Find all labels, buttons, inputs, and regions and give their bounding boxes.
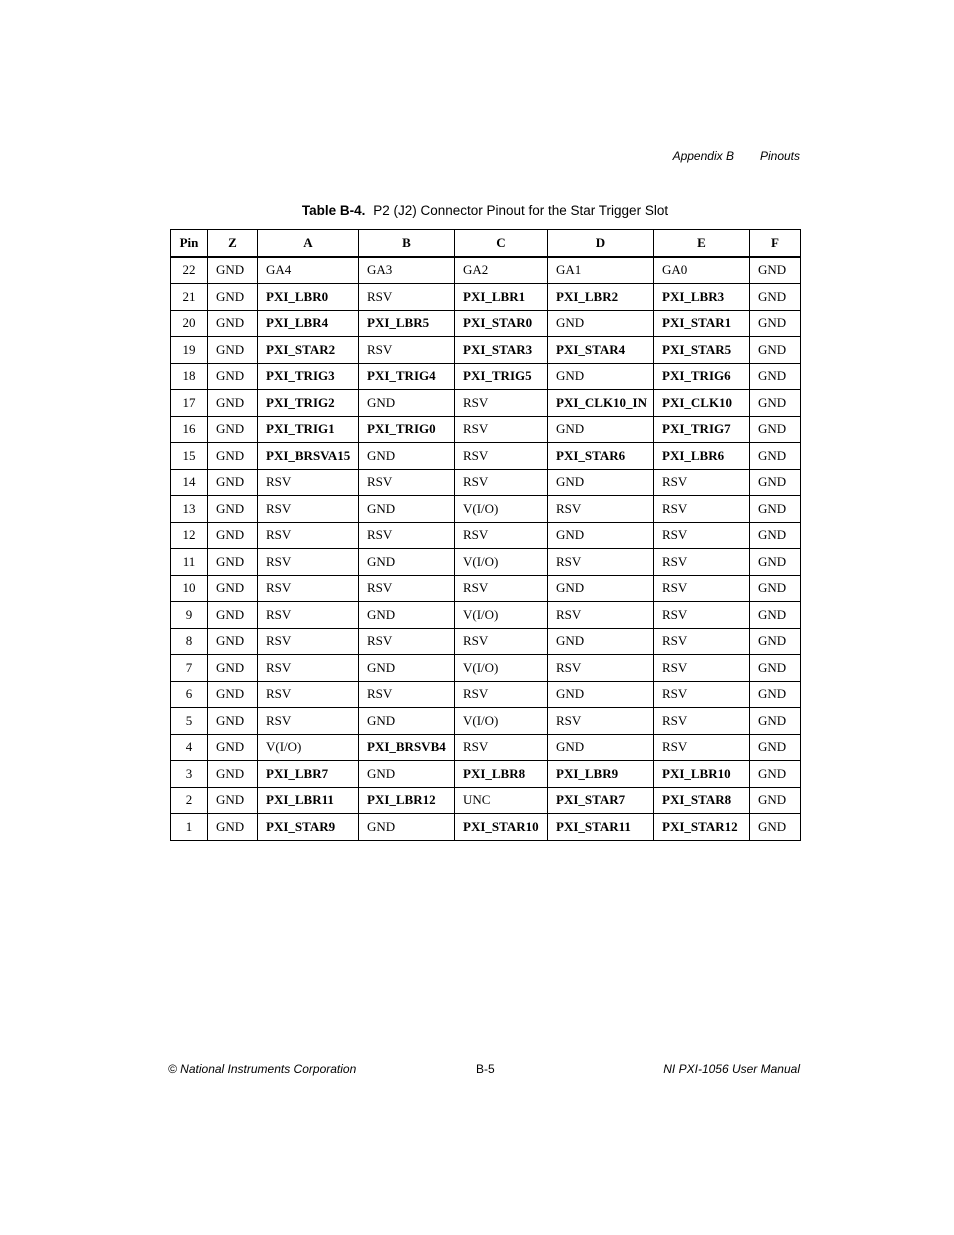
- column-header: F: [750, 230, 801, 257]
- signal-cell: GA2: [455, 257, 548, 284]
- signal-cell: RSV: [359, 284, 455, 311]
- signal-cell: GND: [750, 681, 801, 708]
- pin-number-cell: 7: [171, 655, 208, 682]
- signal-cell: PXI_LBR12: [359, 787, 455, 814]
- signal-cell: RSV: [258, 628, 359, 655]
- signal-cell: RSV: [359, 337, 455, 364]
- signal-cell: GA1: [548, 257, 654, 284]
- footer-page-number: B-5: [476, 1062, 495, 1076]
- pin-number-cell: 22: [171, 257, 208, 284]
- signal-cell: GND: [208, 390, 258, 417]
- table-row: [171, 628, 801, 655]
- pin-number-cell: 2: [171, 787, 208, 814]
- signal-cell: PXI_LBR11: [258, 787, 359, 814]
- signal-cell: V(I/O): [455, 602, 548, 629]
- column-header: E: [654, 230, 750, 257]
- signal-cell: UNC: [455, 787, 548, 814]
- signal-cell: PXI_STAR8: [654, 787, 750, 814]
- signal-cell: GND: [750, 734, 801, 761]
- signal-cell: PXI_TRIG4: [359, 363, 455, 390]
- pin-number-cell: 10: [171, 575, 208, 602]
- signal-cell: PXI_CLK10_IN: [548, 390, 654, 417]
- signal-cell: GND: [548, 628, 654, 655]
- signal-cell: RSV: [654, 522, 750, 549]
- signal-cell: RSV: [455, 522, 548, 549]
- signal-cell: GND: [359, 814, 455, 841]
- signal-cell: RSV: [548, 708, 654, 735]
- signal-cell: RSV: [258, 708, 359, 735]
- signal-cell: RSV: [455, 416, 548, 443]
- signal-cell: GND: [750, 257, 801, 284]
- signal-cell: RSV: [359, 575, 455, 602]
- table-row: [171, 708, 801, 735]
- signal-cell: GND: [359, 761, 455, 788]
- signal-cell: PXI_STAR6: [548, 443, 654, 470]
- signal-cell: PXI_TRIG7: [654, 416, 750, 443]
- signal-cell: GND: [208, 575, 258, 602]
- signal-cell: V(I/O): [455, 708, 548, 735]
- signal-cell: RSV: [258, 469, 359, 496]
- table-row: [171, 575, 801, 602]
- table-row: [171, 549, 801, 576]
- table-row: [171, 496, 801, 523]
- signal-cell: PXI_TRIG0: [359, 416, 455, 443]
- signal-cell: PXI_TRIG3: [258, 363, 359, 390]
- signal-cell: GND: [750, 469, 801, 496]
- signal-cell: GND: [750, 310, 801, 337]
- column-header: Pin: [171, 230, 208, 257]
- signal-cell: RSV: [258, 681, 359, 708]
- signal-cell: GND: [750, 761, 801, 788]
- signal-cell: GND: [548, 469, 654, 496]
- signal-cell: GND: [750, 363, 801, 390]
- pin-number-cell: 14: [171, 469, 208, 496]
- signal-cell: PXI_LBR7: [258, 761, 359, 788]
- signal-cell: RSV: [258, 602, 359, 629]
- signal-cell: GND: [359, 496, 455, 523]
- signal-cell: RSV: [455, 681, 548, 708]
- signal-cell: GND: [208, 416, 258, 443]
- signal-cell: PXI_STAR11: [548, 814, 654, 841]
- signal-cell: GND: [359, 708, 455, 735]
- table-row: [171, 284, 801, 311]
- signal-cell: PXI_STAR1: [654, 310, 750, 337]
- signal-cell: GND: [208, 469, 258, 496]
- signal-cell: RSV: [455, 628, 548, 655]
- signal-cell: PXI_LBR0: [258, 284, 359, 311]
- signal-cell: RSV: [359, 628, 455, 655]
- signal-cell: GND: [359, 390, 455, 417]
- pin-number-cell: 9: [171, 602, 208, 629]
- signal-cell: PXI_TRIG5: [455, 363, 548, 390]
- pinout-table: [170, 229, 801, 841]
- footer-copyright: © National Instruments Corporation: [168, 1062, 357, 1076]
- signal-cell: GND: [359, 655, 455, 682]
- signal-cell: GND: [208, 708, 258, 735]
- table-caption-id: Table B-4.: [301, 203, 366, 218]
- pin-number-cell: 18: [171, 363, 208, 390]
- signal-cell: PXI_CLK10: [654, 390, 750, 417]
- pin-number-cell: 13: [171, 496, 208, 523]
- pin-number-cell: 20: [171, 310, 208, 337]
- signal-cell: RSV: [548, 496, 654, 523]
- signal-cell: RSV: [654, 655, 750, 682]
- signal-cell: GND: [750, 337, 801, 364]
- signal-cell: RSV: [654, 575, 750, 602]
- signal-cell: RSV: [654, 681, 750, 708]
- signal-cell: RSV: [455, 469, 548, 496]
- signal-cell: GND: [750, 814, 801, 841]
- column-header: D: [548, 230, 654, 257]
- signal-cell: PXI_TRIG2: [258, 390, 359, 417]
- signal-cell: GND: [750, 575, 801, 602]
- signal-cell: GND: [208, 496, 258, 523]
- signal-cell: PXI_LBR3: [654, 284, 750, 311]
- signal-cell: GND: [750, 522, 801, 549]
- signal-cell: PXI_LBR5: [359, 310, 455, 337]
- signal-cell: GND: [548, 681, 654, 708]
- signal-cell: RSV: [654, 549, 750, 576]
- signal-cell: GND: [750, 787, 801, 814]
- signal-cell: RSV: [359, 681, 455, 708]
- signal-cell: GND: [750, 390, 801, 417]
- running-header: [673, 149, 800, 163]
- signal-cell: GND: [548, 310, 654, 337]
- table-row: [171, 814, 801, 841]
- signal-cell: RSV: [455, 575, 548, 602]
- pin-number-cell: 21: [171, 284, 208, 311]
- pin-number-cell: 15: [171, 443, 208, 470]
- signal-cell: GA3: [359, 257, 455, 284]
- signal-cell: GND: [208, 284, 258, 311]
- signal-cell: GND: [750, 284, 801, 311]
- signal-cell: GND: [548, 522, 654, 549]
- signal-cell: GND: [208, 337, 258, 364]
- signal-cell: PXI_STAR10: [455, 814, 548, 841]
- signal-cell: GND: [548, 575, 654, 602]
- signal-cell: GND: [208, 549, 258, 576]
- table-row: [171, 469, 801, 496]
- signal-cell: GND: [548, 416, 654, 443]
- table-row: [171, 337, 801, 364]
- signal-cell: RSV: [359, 522, 455, 549]
- signal-cell: RSV: [654, 708, 750, 735]
- signal-cell: PXI_BRSVA15: [258, 443, 359, 470]
- signal-cell: RSV: [548, 602, 654, 629]
- signal-cell: GND: [208, 257, 258, 284]
- signal-cell: PXI_LBR10: [654, 761, 750, 788]
- signal-cell: RSV: [654, 602, 750, 629]
- signal-cell: PXI_STAR7: [548, 787, 654, 814]
- signal-cell: PXI_BRSVB4: [359, 734, 455, 761]
- signal-cell: GND: [208, 602, 258, 629]
- signal-cell: GND: [208, 787, 258, 814]
- pin-number-cell: 16: [171, 416, 208, 443]
- table-row: [171, 443, 801, 470]
- table-row: [171, 522, 801, 549]
- table-caption-text: P2 (J2) Connector Pinout for the Star Trigger Slot: [373, 203, 669, 218]
- table-row: [171, 787, 801, 814]
- pin-number-cell: 6: [171, 681, 208, 708]
- signal-cell: RSV: [455, 443, 548, 470]
- table-row: [171, 761, 801, 788]
- column-header: C: [455, 230, 548, 257]
- signal-cell: GA0: [654, 257, 750, 284]
- pin-number-cell: 12: [171, 522, 208, 549]
- pin-number-cell: 8: [171, 628, 208, 655]
- header-appendix: Appendix B: [672, 149, 734, 163]
- signal-cell: RSV: [548, 655, 654, 682]
- signal-cell: RSV: [258, 496, 359, 523]
- header-section: Pinouts: [759, 149, 800, 163]
- signal-cell: GND: [208, 363, 258, 390]
- signal-cell: GND: [750, 602, 801, 629]
- table-row: [171, 416, 801, 443]
- signal-cell: V(I/O): [455, 496, 548, 523]
- table-row: [171, 257, 801, 284]
- signal-cell: PXI_LBR2: [548, 284, 654, 311]
- signal-cell: V(I/O): [455, 549, 548, 576]
- table-row: [171, 390, 801, 417]
- pin-number-cell: 4: [171, 734, 208, 761]
- table-row: [171, 602, 801, 629]
- signal-cell: RSV: [455, 734, 548, 761]
- signal-cell: PXI_TRIG6: [654, 363, 750, 390]
- table-row: [171, 734, 801, 761]
- signal-cell: GND: [750, 443, 801, 470]
- signal-cell: GA4: [258, 257, 359, 284]
- signal-cell: GND: [208, 443, 258, 470]
- pin-number-cell: 3: [171, 761, 208, 788]
- signal-cell: RSV: [258, 575, 359, 602]
- signal-cell: RSV: [455, 390, 548, 417]
- signal-cell: PXI_LBR1: [455, 284, 548, 311]
- signal-cell: GND: [750, 496, 801, 523]
- signal-cell: RSV: [654, 628, 750, 655]
- table-row: [171, 310, 801, 337]
- pin-number-cell: 17: [171, 390, 208, 417]
- pin-number-cell: 1: [171, 814, 208, 841]
- column-header: B: [359, 230, 455, 257]
- signal-cell: GND: [359, 602, 455, 629]
- signal-cell: RSV: [654, 469, 750, 496]
- signal-cell: PXI_STAR3: [455, 337, 548, 364]
- signal-cell: RSV: [258, 549, 359, 576]
- signal-cell: GND: [359, 549, 455, 576]
- signal-cell: V(I/O): [258, 734, 359, 761]
- signal-cell: GND: [750, 628, 801, 655]
- signal-cell: GND: [750, 416, 801, 443]
- column-header: A: [258, 230, 359, 257]
- signal-cell: PXI_STAR4: [548, 337, 654, 364]
- signal-cell: PXI_STAR12: [654, 814, 750, 841]
- table-caption: [170, 203, 800, 218]
- signal-cell: PXI_STAR9: [258, 814, 359, 841]
- signal-cell: RSV: [654, 734, 750, 761]
- table-row: [171, 681, 801, 708]
- signal-cell: PXI_LBR4: [258, 310, 359, 337]
- signal-cell: PXI_STAR2: [258, 337, 359, 364]
- column-header: Z: [208, 230, 258, 257]
- table-row: [171, 655, 801, 682]
- signal-cell: GND: [750, 549, 801, 576]
- signal-cell: RSV: [654, 496, 750, 523]
- signal-cell: RSV: [258, 655, 359, 682]
- signal-cell: GND: [548, 734, 654, 761]
- signal-cell: GND: [750, 708, 801, 735]
- signal-cell: GND: [208, 734, 258, 761]
- pin-number-cell: 19: [171, 337, 208, 364]
- signal-cell: GND: [208, 655, 258, 682]
- signal-cell: GND: [208, 814, 258, 841]
- signal-cell: PXI_LBR9: [548, 761, 654, 788]
- pin-number-cell: 11: [171, 549, 208, 576]
- signal-cell: GND: [359, 443, 455, 470]
- signal-cell: RSV: [548, 549, 654, 576]
- signal-cell: PXI_LBR8: [455, 761, 548, 788]
- signal-cell: GND: [208, 522, 258, 549]
- signal-cell: PXI_LBR6: [654, 443, 750, 470]
- signal-cell: GND: [208, 761, 258, 788]
- signal-cell: RSV: [359, 469, 455, 496]
- table-row: [171, 363, 801, 390]
- footer-manual-title: NI PXI-1056 User Manual: [663, 1062, 800, 1076]
- pin-number-cell: 5: [171, 708, 208, 735]
- signal-cell: V(I/O): [455, 655, 548, 682]
- signal-cell: PXI_TRIG1: [258, 416, 359, 443]
- signal-cell: GND: [208, 628, 258, 655]
- signal-cell: GND: [750, 655, 801, 682]
- signal-cell: PXI_STAR5: [654, 337, 750, 364]
- signal-cell: PXI_STAR0: [455, 310, 548, 337]
- table-header-row: [171, 230, 801, 257]
- signal-cell: GND: [208, 310, 258, 337]
- signal-cell: RSV: [258, 522, 359, 549]
- signal-cell: GND: [548, 363, 654, 390]
- signal-cell: GND: [208, 681, 258, 708]
